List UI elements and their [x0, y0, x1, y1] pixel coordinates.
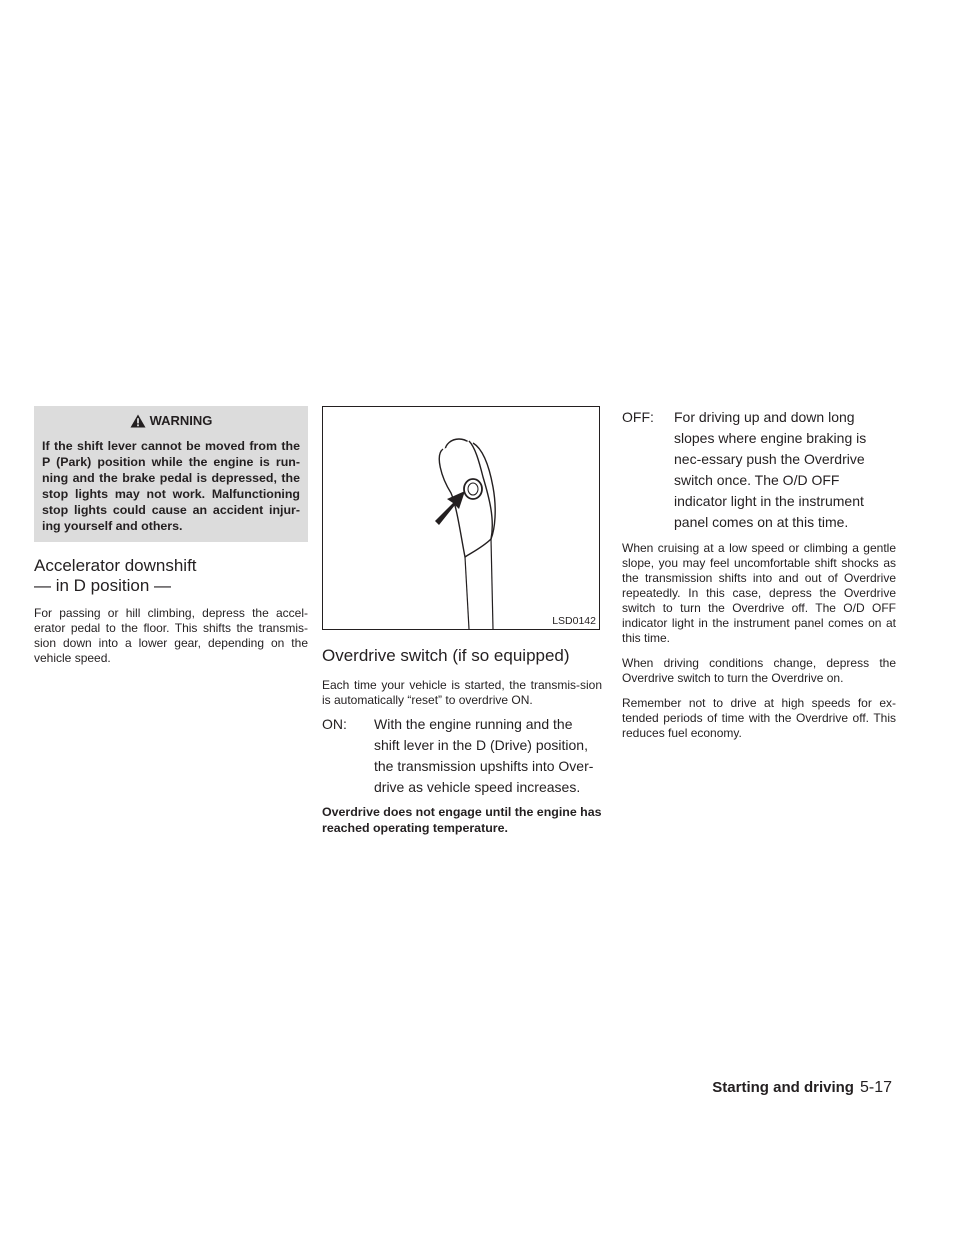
overdrive-para1: When cruising at a low speed or climbing a gentle slope, you may feel uncomfortable shift shocks as the transmission shifts into and out of Overdrive repeatedly. In this case, depress the Overdrive switch to turn the Overdrive off. The O/D OFF indicator light in the instrument panel comes on at this time.	[622, 541, 896, 645]
overdrive-heading: Overdrive switch (if so equipped)	[322, 646, 570, 665]
column-middle	[322, 406, 602, 836]
overdrive-para3: Remember not to drive at high speeds for ex-tended periods of time with the Overdrive off. This reduces fuel economy.	[622, 696, 896, 740]
accelerator-heading-line1: Accelerator downshift	[34, 556, 197, 575]
warning-text: If the shift lever cannot be moved from the P (Park) position while the engine is run-ning and the brake pedal is depressed, the stop lights may not work. Malfunctioning stop lights could cause an accident injur-ing yourself and others.	[42, 439, 300, 533]
on-term: ON:	[322, 716, 347, 732]
page-footer	[712, 1079, 892, 1097]
accelerator-heading	[34, 556, 308, 596]
accelerator-body: For passing or hill climbing, depress the accel-erator pedal to the floor. This shifts the transmis-sion down into a lower gear, depending on the vehicle speed.	[34, 606, 308, 665]
overdrive-on-definition	[322, 714, 602, 798]
on-desc-rest: shift lever in the D (Drive) position, the transmission upshifts into Over-drive as vehicle speed increases.	[374, 737, 594, 795]
shift-lever-figure	[322, 406, 600, 630]
off-term: OFF:	[622, 409, 654, 425]
off-desc-line1: For driving up and down long	[674, 409, 855, 425]
on-desc-line1: With the engine running and the	[374, 716, 573, 732]
figure-label: LSD0142	[552, 615, 596, 627]
shift-lever-illustration-icon	[323, 407, 599, 629]
page-number: 5-17	[859, 1079, 892, 1096]
overdrive-note: Overdrive does not engage until the engine has reached operating temperature.	[322, 805, 602, 835]
footer-section-title: Starting and driving	[712, 1079, 854, 1096]
accelerator-heading-line2: — in D position —	[34, 576, 171, 595]
off-desc-rest: slopes where engine braking is nec-essary push the Overdrive switch once. The O/D OFF indicator light in the instrument panel comes on at this time.	[674, 430, 867, 530]
column-right	[622, 406, 896, 741]
warning-title: WARNING	[149, 413, 213, 428]
overdrive-para2: When driving conditions change, depress the Overdrive switch to turn the Overdrive on.	[622, 656, 896, 685]
warning-header	[42, 413, 300, 428]
warning-triangle-icon	[130, 414, 146, 428]
warning-box	[34, 406, 308, 542]
column-left	[34, 406, 308, 666]
overdrive-intro: Each time your vehicle is started, the transmis-sion is automatically “reset” to overdrive ON.	[322, 678, 602, 707]
overdrive-off-definition	[622, 407, 896, 533]
